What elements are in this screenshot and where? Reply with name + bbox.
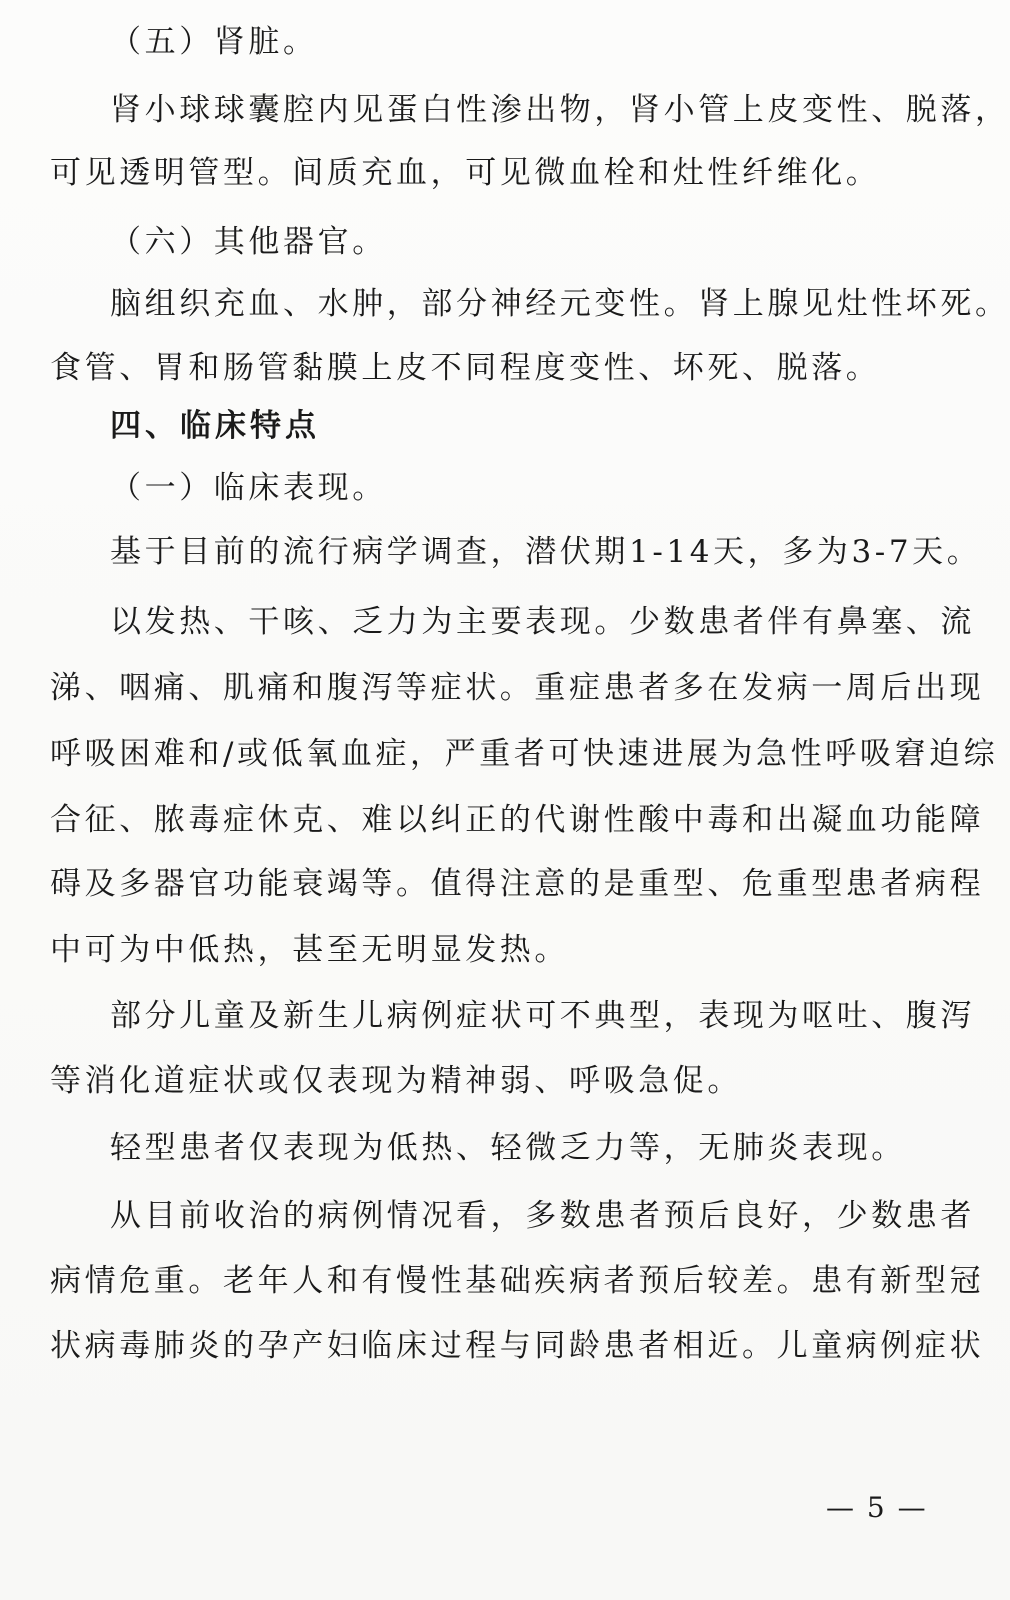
paragraph-line: 中可为中低热，甚至无明显发热。	[50, 932, 569, 968]
paragraph-line: 合征、脓毒症休克、难以纠正的代谢性酸中毒和出凝血功能障	[50, 802, 985, 838]
paragraph-line: 脑组织充血、水肿，部分神经元变性。肾上腺见灶性坏死。	[110, 286, 1010, 322]
subheading-other-organs: （六）其他器官。	[110, 224, 387, 260]
subheading-clinical-manifestation: （一）临床表现。	[110, 470, 387, 506]
paragraph-line: 基于目前的流行病学调查，潜伏期1-14天，多为3-7天。	[110, 534, 982, 570]
paragraph-line: 轻型患者仅表现为低热、轻微乏力等，无肺炎表现。	[110, 1130, 906, 1166]
paragraph-line: 状病毒肺炎的孕产妇临床过程与同龄患者相近。儿童病例症状	[50, 1328, 985, 1364]
subheading-kidney: （五）肾脏。	[110, 24, 318, 60]
paragraph-line: 等消化道症状或仅表现为精神弱、呼吸急促。	[50, 1063, 742, 1099]
paragraph-line: 可见透明管型。间质充血，可见微血栓和灶性纤维化。	[50, 155, 881, 191]
paragraph-line: 涕、咽痛、肌痛和腹泻等症状。重症患者多在发病一周后出现	[50, 670, 985, 706]
paragraph-line: 以发热、干咳、乏力为主要表现。少数患者伴有鼻塞、流	[110, 604, 975, 640]
page-number: — 5 —	[826, 1491, 928, 1524]
paragraph-line: 病情危重。老年人和有慢性基础疾病者预后较差。患有新型冠	[50, 1263, 985, 1299]
paragraph-line: 肾小球球囊腔内见蛋白性渗出物，肾小管上皮变性、脱落，	[110, 92, 1010, 128]
paragraph-line: 食管、胃和肠管黏膜上皮不同程度变性、坏死、脱落。	[50, 350, 881, 386]
section-heading-clinical: 四、临床特点	[110, 408, 320, 444]
paragraph-line: 呼吸困难和/或低氧血症，严重者可快速进展为急性呼吸窘迫综	[50, 736, 999, 772]
paragraph-line: 部分儿童及新生儿病例症状可不典型，表现为呕吐、腹泻	[110, 998, 975, 1034]
paragraph-line: 从目前收治的病例情况看，多数患者预后良好，少数患者	[110, 1198, 975, 1234]
paragraph-line: 碍及多器官功能衰竭等。值得注意的是重型、危重型患者病程	[50, 866, 985, 902]
